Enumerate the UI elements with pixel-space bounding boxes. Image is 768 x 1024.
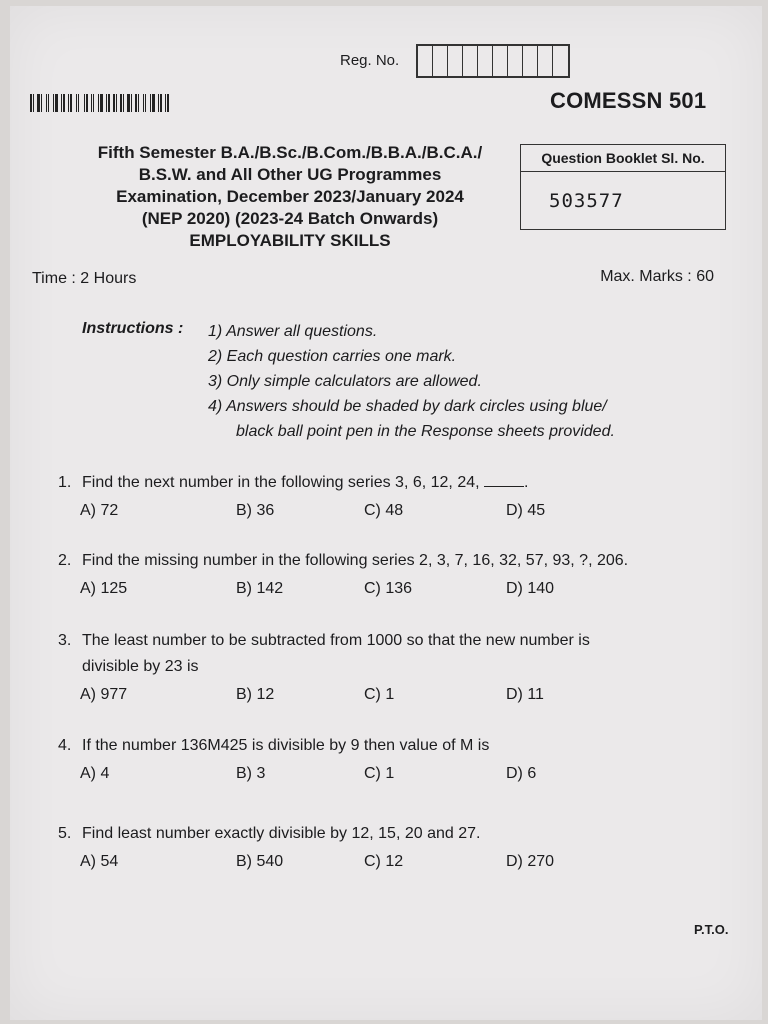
instruction-item: 4) Answers should be shaded by dark circles using blue/ — [208, 398, 607, 415]
reg-no-box — [448, 46, 463, 76]
option-a: A) 125 — [80, 580, 128, 597]
exam-title — [50, 142, 530, 252]
barcode-bar — [150, 94, 151, 112]
barcode-bar — [152, 94, 155, 112]
question-suffix: . — [524, 474, 529, 491]
option-d: D) 45 — [506, 502, 546, 519]
option-a: A) 54 — [80, 853, 119, 870]
time-allowed: Time : 2 Hours — [32, 270, 137, 287]
barcode-bar — [63, 94, 65, 112]
option-d: D) 6 — [506, 765, 537, 782]
barcode-bar — [68, 94, 69, 112]
question-text: Find least number exactly divisible by 12, 15, 20 and 27. — [82, 825, 481, 842]
barcode-bar — [70, 94, 72, 112]
instruction-item-continued: black ball point pen in the Response sheets provided. — [236, 423, 615, 440]
reg-no-box — [538, 46, 553, 76]
barcode-bar — [140, 94, 142, 112]
barcode-bar — [158, 94, 159, 112]
question-text: If the number 136M425 is divisible by 9 then value of M is — [82, 737, 490, 754]
barcode-bar — [53, 94, 54, 112]
barcode-bar — [93, 94, 94, 112]
question-number: 1. — [58, 474, 72, 491]
barcode-bar — [160, 94, 162, 112]
booklet-serial-label: Question Booklet Sl. No. — [521, 145, 725, 172]
title-line: Fifth Semester B.A./B.Sc./B.Com./B.B.A./B.C.A./ — [97, 143, 483, 162]
reg-no-box — [418, 46, 433, 76]
exam-paper — [10, 6, 762, 1020]
question-number: 4. — [58, 737, 72, 754]
barcode-bar — [80, 94, 83, 112]
max-marks: Max. Marks : 60 — [600, 268, 714, 285]
question-number: 2. — [58, 552, 72, 569]
reg-no-box — [478, 46, 493, 76]
question-1 — [58, 470, 738, 528]
instruction-item: 1) Answer all questions. — [208, 323, 378, 340]
option-d: D) 270 — [506, 853, 555, 870]
barcode-bar — [41, 94, 42, 112]
barcode-bar — [35, 94, 36, 112]
option-c: C) 48 — [364, 502, 404, 519]
paper-code: COMESSN 501 — [550, 88, 707, 113]
reg-no-box — [493, 46, 508, 76]
title-line: (NEP 2020) (2023-24 Batch Onwards) — [141, 209, 439, 228]
barcode-bar — [131, 94, 132, 112]
barcode-bar — [135, 94, 137, 112]
barcode-bar — [106, 94, 107, 112]
barcode-bar — [147, 94, 149, 112]
barcode-bar — [138, 94, 139, 112]
question-text-continued: divisible by 23 is — [82, 658, 199, 675]
barcode-bar — [66, 94, 67, 112]
title-line: Examination, December 2023/January 2024 — [116, 187, 464, 206]
barcode-bar — [111, 94, 112, 112]
options — [58, 853, 738, 879]
options — [58, 502, 738, 528]
barcode-bar — [127, 94, 130, 112]
barcode-bar — [89, 94, 90, 112]
barcode-bar — [116, 94, 117, 112]
barcode-bar — [86, 94, 88, 112]
options — [58, 686, 738, 712]
question-number: 3. — [58, 632, 72, 649]
question-number: 5. — [58, 825, 72, 842]
barcode-bar — [163, 94, 164, 112]
question-3 — [58, 628, 738, 712]
barcode-bar — [133, 94, 134, 112]
option-b: B) 3 — [236, 765, 266, 782]
barcode-bar — [104, 94, 105, 112]
reg-no-box — [523, 46, 538, 76]
reg-no-box — [433, 46, 448, 76]
instruction-item: 2) Each question carries one mark. — [208, 348, 457, 365]
question-text: Find the missing number in the following series 2, 3, 7, 16, 32, 57, 93, ?, 206. — [82, 552, 629, 569]
barcode-bar — [76, 94, 77, 112]
barcode-bar — [120, 94, 122, 112]
options — [58, 765, 738, 791]
option-c: C) 12 — [364, 853, 404, 870]
option-a: A) 4 — [80, 765, 110, 782]
option-c: C) 1 — [364, 765, 395, 782]
option-a: A) 72 — [80, 502, 119, 519]
option-a: A) 977 — [80, 686, 128, 703]
reg-no-box — [508, 46, 523, 76]
option-d: D) 11 — [506, 686, 544, 703]
reg-no-box — [553, 46, 568, 76]
instructions-label: Instructions : — [82, 320, 184, 337]
barcode-bar — [37, 94, 40, 112]
barcode-bar — [55, 94, 58, 112]
barcode-bar — [118, 94, 119, 112]
barcode-bar — [84, 94, 85, 112]
reg-no-label: Reg. No. — [340, 52, 400, 69]
barcode-bar — [73, 94, 75, 112]
question-5 — [58, 821, 738, 879]
barcode-bar — [50, 94, 52, 112]
barcode-bar — [30, 94, 32, 112]
barcode-bar — [95, 94, 97, 112]
option-b: B) 36 — [236, 502, 275, 519]
barcode-bar — [98, 94, 99, 112]
barcode-bar — [113, 94, 115, 112]
reg-no-box — [463, 46, 478, 76]
barcode-bar — [145, 94, 146, 112]
barcode-bar — [46, 94, 47, 112]
barcode-bar — [125, 94, 126, 112]
barcode-bar — [43, 94, 45, 112]
option-b: B) 12 — [236, 686, 275, 703]
barcode-bar — [100, 94, 103, 112]
question-text: Find the next number in the following series 3, 6, 12, 24, — [82, 474, 480, 491]
reg-no-boxes — [416, 44, 570, 78]
barcode-bar — [78, 94, 79, 112]
subject-title: EMPLOYABILITY SKILLS — [189, 231, 391, 250]
barcode-bar — [91, 94, 92, 112]
barcode-bar — [61, 94, 62, 112]
barcode-bar — [123, 94, 124, 112]
instructions-list — [208, 319, 615, 444]
barcode-bar — [33, 94, 34, 112]
question-text: The least number to be subtracted from 1000 so that the new number is — [82, 632, 590, 649]
booklet-serial-box — [520, 144, 726, 230]
barcode-bar — [143, 94, 144, 112]
options — [58, 580, 738, 606]
barcode-bar — [59, 94, 60, 112]
barcode-bar — [48, 94, 49, 112]
answer-blank — [484, 474, 524, 487]
option-b: B) 142 — [236, 580, 284, 597]
option-b: B) 540 — [236, 853, 284, 870]
booklet-serial-number: 503577 — [549, 190, 624, 212]
option-c: C) 136 — [364, 580, 413, 597]
please-turn-over: P.T.O. — [694, 922, 729, 937]
question-2 — [58, 548, 738, 606]
barcode-bar — [167, 94, 169, 112]
barcode-bar — [156, 94, 157, 112]
title-line: B.S.W. and All Other UG Programmes — [138, 165, 442, 184]
option-c: C) 1 — [364, 686, 395, 703]
barcode-bar — [165, 94, 166, 112]
barcode-bar — [108, 94, 110, 112]
option-d: D) 140 — [506, 580, 555, 597]
barcode — [30, 94, 220, 112]
question-4 — [58, 733, 738, 791]
instruction-item: 3) Only simple calculators are allowed. — [208, 373, 482, 390]
